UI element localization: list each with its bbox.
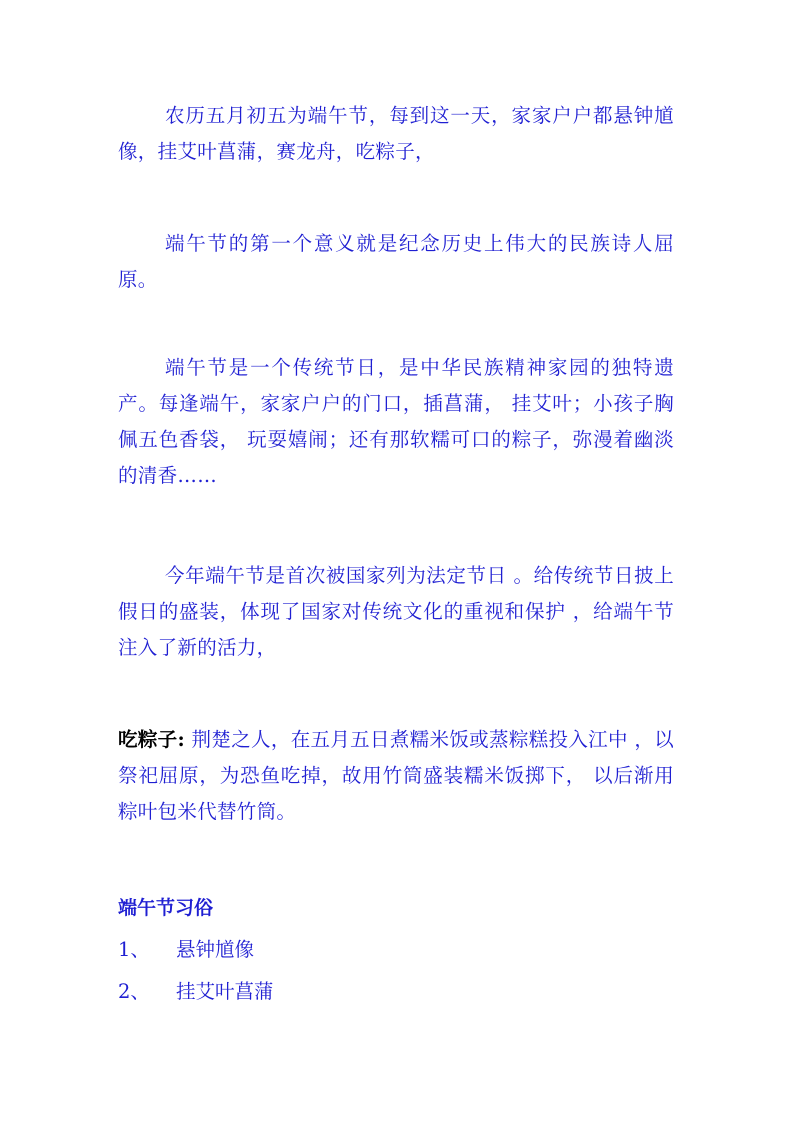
paragraph-legal-holiday: 今年端午节是首次被国家列为法定节日 。给传统节日披上假日的盛装，体现了国家对传统文化的重视和保护 ，给端午节注入了新的活力， — [118, 564, 674, 659]
paragraph-heritage: 端午节是一个传统节日，是中华民族精神家园的独特遗产。每逢端午，家家户户的门口，插菖蒲， 挂艾叶；小孩子胸佩五色香袋， 玩耍嬉闹；还有那软糯可口的粽子，弥漫着幽淡的清香…… — [118, 356, 674, 487]
list-item — [118, 974, 274, 1010]
customs-heading: 端午节习俗 — [118, 897, 214, 919]
list-item-label: 挂艾叶菖蒲 — [176, 980, 274, 1003]
list-item-number: 2、 — [118, 980, 150, 1003]
paragraph-qu-yuan: 端午节的第一个意义就是纪念历史上伟大的民族诗人屈原。 — [118, 232, 674, 291]
zongzi-lead: 吃粽子: — [118, 728, 185, 751]
paragraph-zongzi — [118, 722, 674, 830]
zongzi-text: 荆楚之人，在五月五日煮糯米饭或蒸粽糕投入江中 ，以祭祀屈原，为恐鱼吃掉，故用竹筒盛装糯米饭掷下， 以后渐用粽叶包米代替竹筒。 — [118, 728, 674, 823]
list-item — [118, 932, 254, 968]
paragraph-intro: 农历五月初五为端午节，每到这一天，家家户户都悬钟馗像，挂艾叶菖蒲，赛龙舟，吃粽子， — [118, 104, 674, 163]
list-item-number: 1、 — [118, 938, 150, 961]
list-item-label: 悬钟馗像 — [176, 938, 255, 961]
